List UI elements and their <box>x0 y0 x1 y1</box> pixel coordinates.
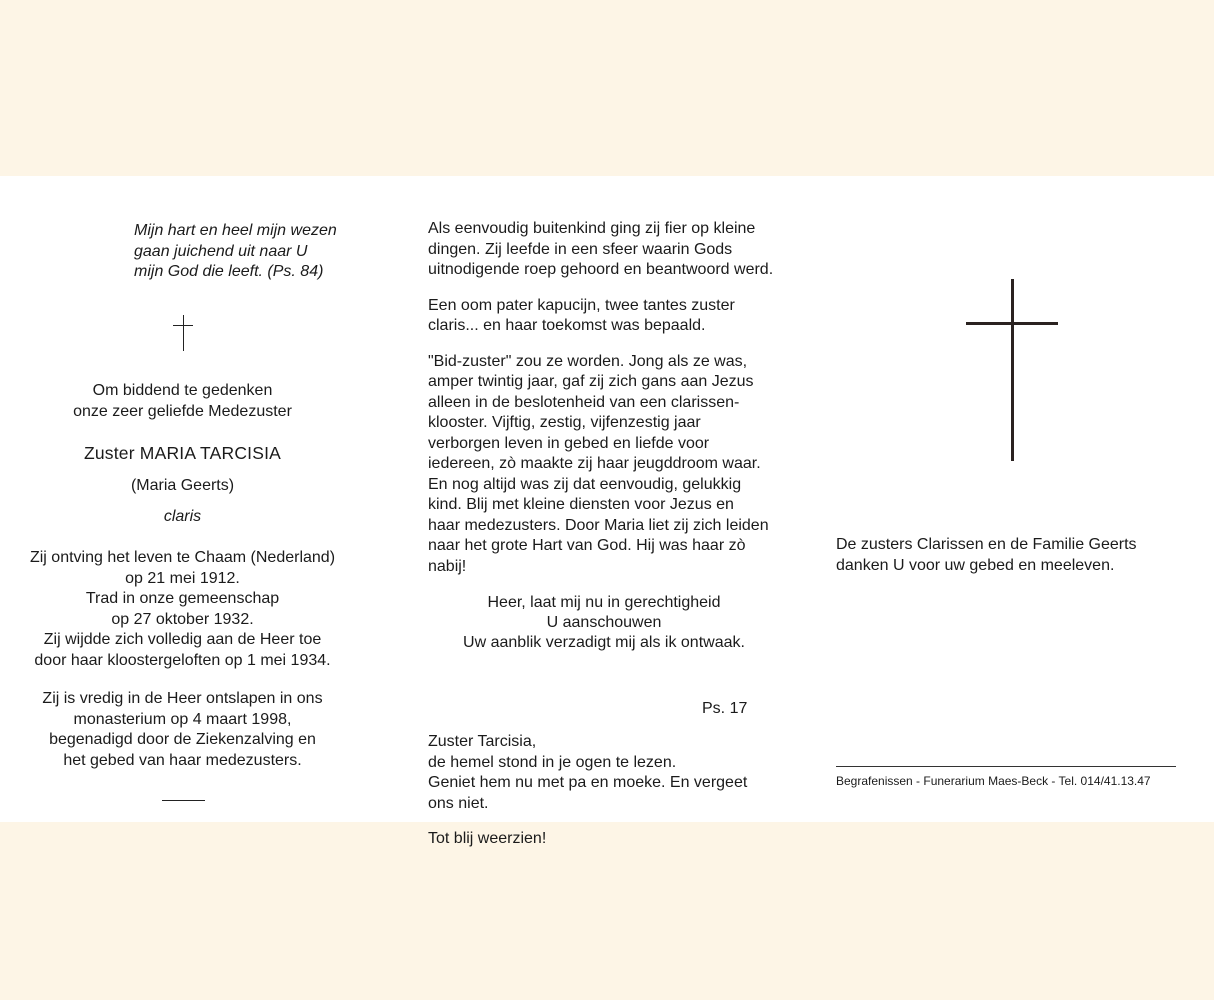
bio-line: het gebed van haar medezusters. <box>63 751 302 769</box>
text-line: Een oom pater kapucijn, twee tantes zuster <box>428 296 735 314</box>
text-line: naar het grote Hart van God. Hij was haar zò <box>428 537 746 554</box>
thanks-line: De zusters Clarissen en de Familie Geerts <box>836 536 1137 553</box>
closing-line: Geniet hem nu met pa en moeke. En vergeet <box>428 774 748 791</box>
paragraph-family <box>428 296 780 337</box>
psalm-line: Uw aanblik verzadigt mij als ik ontwaak. <box>463 634 745 651</box>
memorial-card <box>0 176 1214 847</box>
psalm-line: Heer, laat mij nu in gerechtigheid <box>487 594 721 611</box>
thanks-text <box>836 535 1176 576</box>
text-line: alleen in de beslotenheid van een clarissen- <box>428 393 740 411</box>
closing-line: Zuster Tarcisia, <box>428 733 537 750</box>
biography-death <box>0 689 365 771</box>
text-line: iedereen, zò maakte zij haar jeugddroom waar. <box>428 455 761 472</box>
intro-line: Om biddend te gedenken <box>92 382 273 399</box>
quote-line: mijn God die leeft. (Ps. 84) <box>134 263 324 280</box>
paragraph-vocation <box>428 352 780 578</box>
bio-line: door haar kloostergeloften op 1 mei 1934. <box>34 651 331 669</box>
bio-line: Zij ontving het leven te Chaam (Nederland) <box>29 549 336 566</box>
closing-line: de hemel stond in je ogen te lezen. <box>428 753 677 771</box>
text-line: nabij! <box>428 557 467 575</box>
divider-dash <box>162 800 205 801</box>
footer-rule <box>836 766 1176 767</box>
bio-line: Trad in onze gemeenschap <box>85 590 280 607</box>
psalm-line: U aanschouwen <box>546 614 662 631</box>
text-line: dingen. Zij leefde in een sfeer waarin Gods <box>428 240 733 258</box>
text-line: amper twintig jaar, gaf zij zich gans aan Jezus <box>428 373 754 390</box>
maiden-name: (Maria Geerts) <box>130 477 235 494</box>
intro-line: onze zeer geliefde Medezuster <box>73 402 292 420</box>
middle-panel <box>428 219 780 847</box>
text-line: kind. Blij met kleine diensten voor Jezus en <box>428 496 734 513</box>
psalm-reference: Ps. 17 <box>702 700 748 717</box>
biography-life <box>0 548 365 671</box>
bio-line: Zij is vredig in de Heer ontslapen in ons <box>42 690 323 707</box>
bio-line: Zij wijdde zich volledig aan de Heer toe <box>43 631 322 648</box>
quote-line: gaan juichend uit naar U <box>134 242 308 260</box>
bio-line: monasterium op 4 maart 1998, <box>73 710 292 728</box>
opening-quote <box>134 221 374 283</box>
bio-line: op 21 mei 1912. <box>125 569 240 587</box>
thanks-line: danken U voor uw gebed en meeleven. <box>836 556 1115 574</box>
closing-message <box>428 732 780 814</box>
undertaker-credit: Begrafenissen - Funerarium Maes-Beck - Tel. 014/41.13.47 <box>836 774 1151 788</box>
large-cross-icon <box>966 279 1058 461</box>
religious-order: claris <box>163 508 202 525</box>
text-line: claris... en haar toekomst was bepaald. <box>428 317 706 334</box>
farewell-text: Tot blij weerzien! <box>428 830 547 847</box>
closing-line: ons niet. <box>428 794 489 812</box>
bio-line: op 27 oktober 1932. <box>111 610 254 628</box>
psalm-verse <box>428 593 780 653</box>
quote-line: Mijn hart en heel mijn wezen <box>134 222 337 239</box>
text-line: uitnodigende roep gehoord en beantwoord werd. <box>428 261 774 278</box>
text-line: klooster. Vijftig, zestig, vijfenzestig jaar <box>428 414 701 431</box>
text-line: Als eenvoudig buitenkind ging zij fier op kleine <box>428 220 756 237</box>
text-line: haar medezusters. Door Maria liet zij zich leiden <box>428 516 769 534</box>
text-line: En nog altijd was zij dat eenvoudig, gelukkig <box>428 475 742 493</box>
paragraph-childhood <box>428 219 780 281</box>
deceased-name: Zuster MARIA TARCISIA <box>83 443 282 463</box>
intro-text <box>0 381 365 422</box>
text-line: verborgen leven in gebed en liefde voor <box>428 434 710 452</box>
small-cross-icon <box>173 315 193 351</box>
bio-line: begenadigd door de Ziekenzalving en <box>49 731 316 748</box>
text-line: "Bid-zuster" zou ze worden. Jong als ze was, <box>428 352 748 370</box>
